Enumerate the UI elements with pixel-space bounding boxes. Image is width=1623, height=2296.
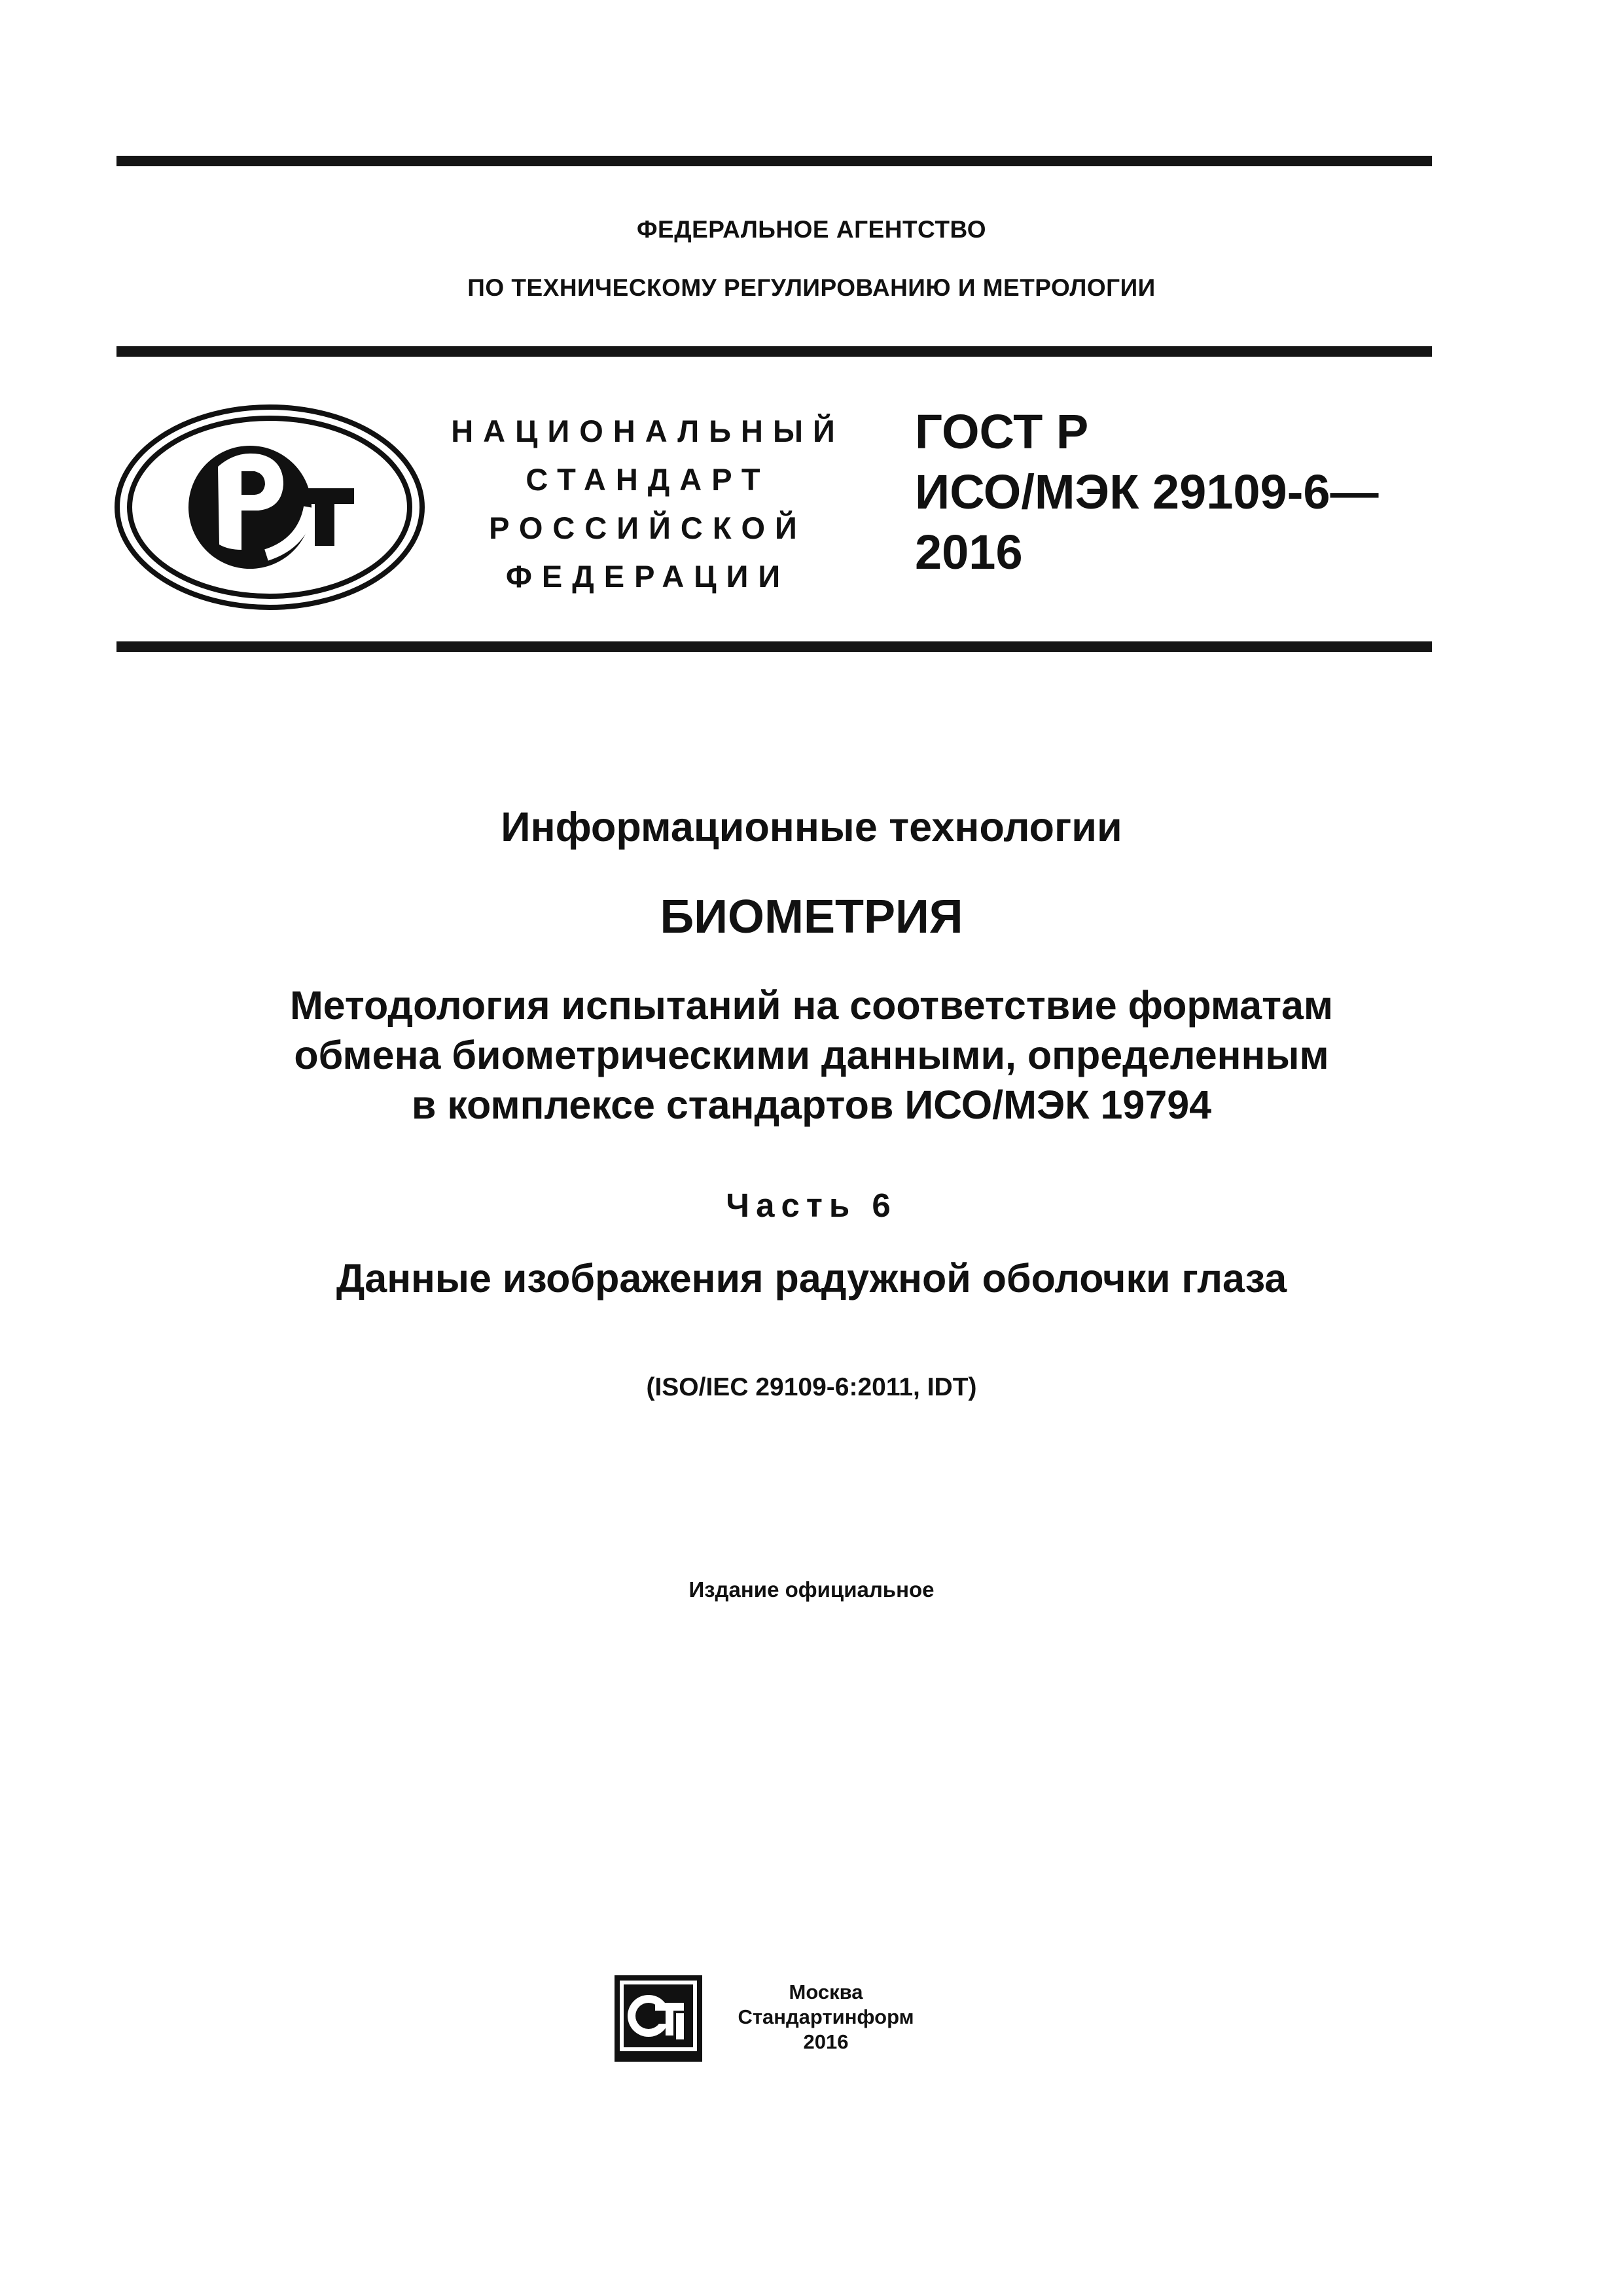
designation-line-3: 2016 xyxy=(915,525,1023,579)
standard-designation xyxy=(915,402,1379,583)
designation-line-1: ГОСТ Р xyxy=(915,404,1089,459)
title-field: Информационные технологии xyxy=(501,804,1122,850)
agency-name-line-2: ПО ТЕХНИЧЕСКОМУ РЕГУЛИРОВАНИЮ И МЕТРОЛОГИИ xyxy=(467,274,1156,301)
standard-block-bottom-rule xyxy=(116,641,1432,652)
national-line-3: РОССИЙСКОЙ xyxy=(489,511,807,545)
rst-emblem-icon xyxy=(115,404,425,611)
header-bottom-rule xyxy=(116,346,1432,357)
national-line-1: НАЦИОНАЛЬНЫЙ xyxy=(451,414,845,448)
publisher-name: Стандартинформ xyxy=(738,2005,914,2028)
edition-note: Издание официальное xyxy=(688,1577,935,1602)
designation-line-2: ИСО/МЭК 29109-6— xyxy=(915,465,1379,519)
publisher-year: 2016 xyxy=(803,2030,849,2053)
standartinform-logo-icon xyxy=(612,1973,705,2064)
publisher-city: Москва xyxy=(789,1981,863,2003)
national-line-4: ФЕДЕРАЦИИ xyxy=(505,559,791,594)
part-number: Часть 6 xyxy=(726,1187,897,1224)
top-rule xyxy=(116,156,1432,166)
iso-reference: (ISO/IEC 29109-6:2011, IDT) xyxy=(646,1373,977,1401)
title-main: БИОМЕТРИЯ xyxy=(660,891,963,943)
publisher-info xyxy=(728,1980,924,2054)
title-description xyxy=(0,980,1623,1130)
agency-name-line-1: ФЕДЕРАЛЬНОЕ АГЕНТСТВО xyxy=(636,216,987,243)
part-title: Данные изображения радужной оболочки глаза xyxy=(336,1256,1287,1300)
title-description-line-1: Методология испытаний на соответствие форматам xyxy=(289,983,1334,1028)
title-description-line-3: в комплексе стандартов ИСО/МЭК 19794 xyxy=(411,1083,1212,1127)
national-line-2: СТАНДАРТ xyxy=(526,462,770,497)
title-description-line-2: обмена биометрическими данными, определенным xyxy=(294,1033,1329,1077)
national-standard-label xyxy=(432,407,864,601)
